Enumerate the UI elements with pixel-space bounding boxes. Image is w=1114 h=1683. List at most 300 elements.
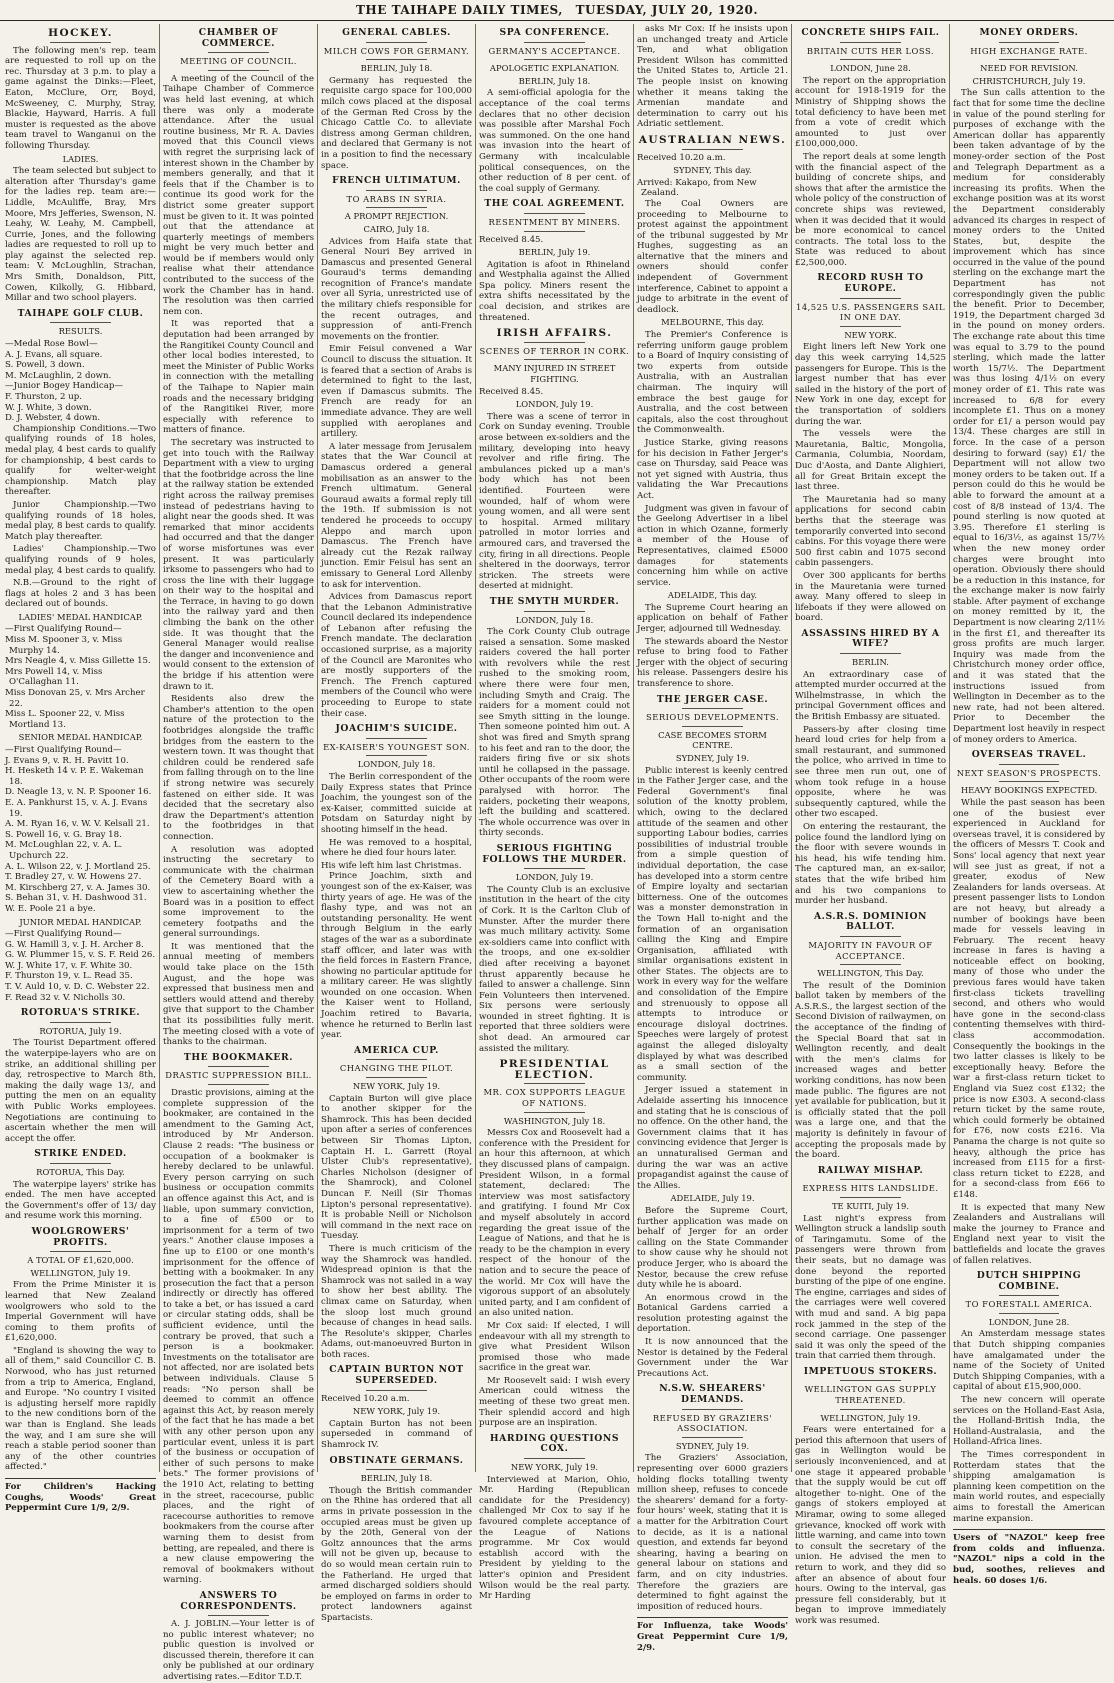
- article-line: Received 8.45.: [479, 386, 544, 397]
- article-dateline: CASE BECOMES STORM CENTRE.: [658, 729, 767, 751]
- article-dateline: SENIOR MEDAL HANDICAP.: [18, 732, 143, 743]
- article-line: T. V. Auld 10, v. D. C. Webster 22.: [5, 982, 150, 993]
- headline-rule: [840, 1409, 900, 1410]
- headline-rule: [840, 964, 900, 965]
- headline-rule: [366, 1059, 426, 1060]
- article-line: D. J. Webster, 4 down.: [5, 413, 101, 424]
- article-dateline: MELBOURNE, This day.: [661, 317, 764, 328]
- headline-rule: [50, 42, 110, 43]
- article: [479, 28, 630, 194]
- article-headline: IMPETUOUS STOKERS.: [803, 1365, 938, 1377]
- article-paragraph: The Berlin correspondent of the Daily Express states that Prince Joachim, the youngest son of the ex-Kaiser, committed suicide at Potsdam on Saturday night by shooting himself in the head.: [321, 772, 472, 835]
- article-paragraph: He was removed to a hospital, where he died four hours later.: [321, 837, 472, 859]
- article-line: Received 10.20 a.m.: [637, 152, 726, 163]
- article-line: S. Powell, 3 down.: [5, 360, 85, 371]
- article-paragraph: An extraordinary case of attempted murder occurred at the Wilhelmstrasse, in which the principal Government offices and the British Embassy are situated.: [795, 669, 946, 723]
- article-dateline: LADIES.: [62, 153, 99, 164]
- article-headline: MONEY ORDERS.: [979, 27, 1079, 38]
- headline-rule: [682, 1437, 742, 1438]
- article-paragraph: The report deals at some length with the financial aspect of the building of concrete ships, and shows that after the armistice the whole policy of the construction of concrete ships was reviewed, when it was decided that it would be more economical to cancel contracts. The total loss to the State was reduced to about £2,500,000.: [795, 151, 946, 268]
- article: [953, 1271, 1105, 1524]
- advertisement: For Children's Hacking Coughs, Woods' Great Peppermint Cure 1/9, 2/9.: [5, 1478, 156, 1514]
- article-paragraph: Emir Feisul convened a War Council to discuss the situation. It is feared that a section of Arabs is determined to fight to the last, even if Damascus submits. The French are ready for an immediate advance. They are well supplied with aeroplanes and artillery.: [321, 344, 472, 440]
- article-paragraph: There was a scene of terror in Cork on Sunday evening. Trouble arose between ex-soldiers and the military, developing into heavy revolver and rifle firing. The ambulances picked up a man's body which has not been identified. Fourteen were wounded, half of whom were young women, and all were sent to hospital. Armed military patrolled in motor lorries and armoured cars, and traversed the city, firing in all directions. People sheltered in the doorways, terror stricken. The streets were deserted at midnight.: [479, 411, 630, 592]
- article: [321, 1365, 472, 1450]
- headline-rule: [840, 1380, 900, 1381]
- article-paragraph: The following men's rep. team are requested to roll up on the rec. Thursday at 3 p.m. to play a game against the Dinks:—Fleet, Eaton, McClure, Orr, Boyd, McSweeney, C. Murphy, Stray, Blackie, Hayward, Harris. A full muster is requested as the above team travel to Wanganui on the following Thursday.: [5, 45, 156, 151]
- article-dateline: WELLINGTON, July 19.: [30, 1267, 131, 1278]
- article-subheadline: MR. COX SUPPORTS LEAGUE OF NATIONS.: [483, 1087, 626, 1109]
- article: [321, 1046, 472, 1361]
- article-dateline: SYDNEY, July 19.: [675, 753, 750, 763]
- article-line: J. Evans 9, v. R. H. Pavitt 10.: [5, 755, 129, 766]
- article-line: M. McLaughlin, 2 down.: [5, 370, 112, 381]
- headline-rule: [366, 1077, 426, 1078]
- article: [321, 1456, 472, 1624]
- article-paragraph: Ladies' Championship.—Two qualifying rounds of 9 holes, medal play, 4 best cards to qualify.: [5, 544, 156, 576]
- column: [160, 24, 318, 1683]
- article-headline: AMERICA CUP.: [354, 1044, 439, 1056]
- headline-rule: [999, 1313, 1060, 1314]
- article-line: A. L. Wilson 22, v. J. Mortland 25.: [5, 861, 151, 872]
- article-subheadline: EXPRESS HITS LANDSLIDE.: [802, 1183, 939, 1194]
- article-paragraph: Advices from Damascus report that the Lebanon Administrative Council declared its independence of Lebanon after refusing the French mandate. The declaration occasioned surprise, as a majority of the Council are Maronites who are mostly supporters of the French. The French captured members of the Council who were proceeding to Europe to state their case.: [321, 592, 472, 719]
- article: [795, 629, 946, 907]
- article-subheadline: WELLINGTON GAS SUPPLY THREATENED.: [804, 1384, 937, 1406]
- article-headline: FRENCH ULTIMATUM.: [332, 175, 461, 187]
- article-paragraph: The Cork County Club outrage raised a sensation. Some masked raiders covered the hall porter with revolvers while the rest rushed to the smoking room, where there were four men, including Smyth and Craig. The raiders for a moment could not see Smyth sitting in the lounge. Then someone pointed him out. A shot was fired and Smyth sprang to his feet and ran to the door, the raiders firing five or six shots until he collapsed in the passage. Other occupants of the room were paralysed with horror. The raiders, pocketing their weapons, left the building and scattered. The whole occurrence was over in thirty seconds.: [479, 627, 630, 839]
- article: [5, 1478, 156, 1514]
- headline-rule: [366, 207, 426, 208]
- article: [953, 1529, 1105, 1586]
- article-paragraph: The Coal Owners are proceeding to Melbourne to protest against the appointment of the tribunal suggested by Mr Hughes, suggesting as an alternative that the miners and owners should confer independent of Government interference, Cabinet to appoint a judge to arbitrate in the event of deadlock.: [637, 198, 788, 315]
- advertisement: Users of "NAZOL" keep free from colds and influenza. "NAZOL" nips a cold in the bud, soothes, relieves and heals. 60 doses 1/6.: [953, 1529, 1105, 1586]
- column: [2, 24, 160, 1514]
- column: [950, 24, 1108, 1586]
- headline-rule: [366, 190, 426, 191]
- article-paragraph: Over 300 applicants for berths in the Mauretania were turned away. Many offered to sleep in lifeboats if they were allowed on board.: [795, 570, 946, 624]
- headline-rule: [999, 1295, 1060, 1296]
- article-dateline: LADIES' MEDAL HANDICAP.: [18, 611, 143, 622]
- article: [5, 1227, 156, 1473]
- article-dateline: ROTORUA, This Day.: [36, 1166, 125, 1177]
- article-paragraph: There is much criticism of the way the Shamrock was handled. Widespread opinion is that the Shamrock was not sailed in a way to show her best ability. The climax came on Saturday, when the sloop lost much ground because of changes in head sails. The Resolute's skipper, Charles Adams, out-manoeuvred Burton in both races.: [321, 1243, 472, 1360]
- article-paragraph: The secretary was instructed to get into touch with the Railway Department with a view to urging that the footbridge across the line at the railway station be extended right across the railway premises instead of pedestrians having to alight near the goods shed. It was remarked that minor accidents had occurred and that the danger of worse misfortunes was ever present. It was particularly irksome to passengers who had to cross the line with their luggage on their way to the hospital and the Terrace, in having to go down into the railway yard and then climbing the bank on the other side. It was thought that the General Manager would realise the danger and inconvenience and would consent to the extension of the bridge if his attention were drawn to it.: [163, 437, 314, 692]
- article-subheadline: TO FORESTALL AMERICA.: [965, 1299, 1093, 1310]
- article: [795, 273, 946, 623]
- article-headline: HARDING QUESTIONS COX.: [489, 1432, 620, 1455]
- article-dateline: ADELAIDE, July 19.: [670, 1193, 755, 1204]
- article-dateline: CAIRO, July 18.: [363, 223, 430, 234]
- article-paragraph: The Supreme Court hearing an application on behalf of Father Jerger, adjourned till Wednesday.: [637, 602, 788, 635]
- article-paragraph: An enormous crowd in the Botanical Gardens carried a resolution protesting against the deportation.: [637, 1292, 788, 1335]
- article-subheadline: MEETING OF COUNCIL.: [180, 56, 297, 67]
- article-subheadline: BRITAIN CUTS HER LOSS.: [806, 45, 935, 56]
- article-paragraph: A resolution was adopted instructing the secretary to communicate with the chairman of the Cemetery Board with a view to ascertaining whether the Board was in a position to effect some improvement to the cemetery footpaths and the general surroundings.: [163, 844, 314, 940]
- article-subheadline: GERMANY'S ACCEPTANCE.: [488, 45, 621, 56]
- article-line: D. Neagle 13, v. N. P. Spooner 16.: [5, 787, 152, 798]
- article-paragraph: Before the Supreme Court, further application was made on behalf of Jerger for an order calling on the State Commander to show cause why he should not produce Jerger, who is aboard the Nestor, because the crew refuse duty while he is aboard.: [637, 1205, 788, 1291]
- article-paragraph: It is expected that many New Zealanders and Australians will make the journey to France and England next year to visit the battlefields and locate the graves of fallen relatives.: [953, 1202, 1105, 1266]
- article-headline: THE SMYTH MURDER.: [489, 595, 620, 607]
- headline-rule: [524, 231, 584, 232]
- article-headline: JOACHIM'S SUICIDE.: [335, 723, 458, 735]
- article-line: —First Qualifying Round—: [5, 929, 122, 940]
- article: [637, 1384, 788, 1612]
- headline-rule: [840, 326, 900, 327]
- article-paragraph: It was mentioned that the annual meeting of members would take place on the 15th August, and the hope was expressed that business men and settlers would attend and thereby give that support to the Chamber that its possibilities fully merit. The meeting closed with a vote of thanks to the chairman.: [163, 941, 314, 1048]
- article-dateline: ROTORUA, July 19.: [39, 1025, 122, 1036]
- article-headline: STRIKE ENDED.: [34, 1148, 127, 1160]
- article-subheadline: EX-KAISER'S YOUNGEST SON.: [323, 741, 470, 752]
- headline-rule: [366, 1390, 426, 1391]
- article: [321, 176, 472, 719]
- headline-rule: [50, 1022, 110, 1023]
- article-paragraph: The report on the appropriation account for 1918-1919 for the Ministry of Shipping shows the total deficiency to have been met from a vote of credit which amounted to just over £100,000,000.: [795, 75, 946, 150]
- headline-rule: [840, 42, 900, 43]
- article-headline: GENERAL CABLES.: [342, 27, 451, 38]
- article-dateline: BERLIN, July 18.: [360, 1473, 433, 1484]
- article-line: T. Bradley 27, v. W. Howens 27.: [5, 872, 142, 883]
- headline-rule: [366, 59, 426, 60]
- article-paragraph: The new concern will operate services on the Holland-East Asia, the Holland-British India, the Holland-Australasia, and the Holland-Africa lines.: [953, 1395, 1105, 1448]
- article: [795, 1367, 946, 1627]
- column: [476, 24, 634, 1602]
- article-dateline: WASHINGTON, July 18.: [503, 1115, 606, 1126]
- article-dateline: ADELAIDE, This day.: [667, 590, 758, 601]
- article-paragraph: Last night's express from Wellington struck a landslip south of Taringamutu. Some of the passengers were thrown from their seats, but no damage was done beyond the reported bursting of the pipe of one engine. The engine, carriages and sides of the carriages were well covered with mud and sand. A big papa rock jammed in the step of the second carriage. One passenger said it was only the speed of the train that carried them through.: [795, 1213, 946, 1362]
- article-subheadline: MAJORITY IN FAVOUR OF ACCEPTANCE.: [808, 939, 933, 961]
- article-headline: ASSASSINS HIRED BY A WIFE?: [801, 627, 940, 650]
- article-paragraph: The Tourist Department offered the waterpipe-layers who are on strike, an additional shilling per day, retrospective to March 8th, making the daily wage 13/, and putting the men on an equality with Public Works employees. Negotiations are continuing to ascertain whether the men will accept the offer.: [5, 1038, 156, 1144]
- article-paragraph: Interviewed at Marion, Ohio, Mr. Harding (Republican candidate for the Presidency) challenged Mr Cox to say if he favoured complete acceptance of the League of Nations programme. Mr Cox would establish accord with the President by yielding to the latter's opinion and President Wilson would be the real party. Mr Harding: [479, 1474, 630, 1602]
- article-line: W. J. White, 3 down.: [5, 402, 92, 413]
- article-paragraph: Mr Roosevelt said: I wish every American could witness the meeting of these two great men. Their splendid accord and high purpose are an inspiration.: [479, 1375, 630, 1429]
- article-headline: HOCKEY.: [48, 27, 113, 39]
- article-dateline: BERLIN, July 18.: [518, 75, 591, 86]
- headline-rule: [208, 70, 268, 71]
- article-line: —First Qualifying Round—: [5, 745, 122, 755]
- article-subheadline: RESENTMENT BY MINERS.: [488, 216, 621, 227]
- masthead-title: THE TAIHAPE DAILY TIMES,: [356, 3, 563, 17]
- article-paragraph: Eight liners left New York one day this week carrying 14,525 passengers for Europe. This is the largest number that has ever sailed in the history of the port of New York in one day, except for the transportation of soldiers during the war.: [795, 342, 946, 427]
- article-dateline: RESULTS.: [58, 326, 103, 337]
- article-subheadline: 14,525 U.S. PASSENGERS SAIL IN ONE DAY.: [795, 301, 946, 323]
- columns: [2, 24, 1110, 1683]
- article-dateline: A PROMPT REJECTION.: [344, 211, 449, 222]
- article-paragraph: Messrs Cox and Roosevelt had a conference with the President for an hour this afternoon, at which they discussed plans of campaign. President Wilson, in a formal statement, declared: The interview was most satisfactory and gratifying. I found Mr Cox and myself absolutely in accord regarding the great issue of the League of Nations, and that he is ready to be the champion in every respect of the honour of the nation and to secure the peace of the world. Mr Cox will have the vigorous support of an absolutely united party, and I am confident of an also united nation.: [479, 1128, 630, 1319]
- article-headline: ANSWERS TO CORRESPONDENTS.: [180, 1589, 297, 1612]
- headline-rule: [366, 1469, 426, 1470]
- article-paragraph: asks Mr Cox: If he insists upon an unchanged treaty and Article Ten, and what obligation President Wilson has committed the United States to, Article 21. The people insist on knowing whether it means taking the Armenian mandate and determination to carry out his Adriatic settlement.: [637, 24, 788, 130]
- article-paragraph: The Premier's Conference is referring uniform gauge problem to a Board of Inquiry consisting of two experts from outside Australia, with an Australian chairman. The inquiry will embrace the best gauge for Australia, and the cost between capitals, also the cost throughout the Commonwealth.: [637, 330, 788, 436]
- article-headline: SERIOUS FIGHTING FOLLOWS THE MURDER.: [482, 842, 627, 865]
- article: [321, 28, 472, 171]
- article: [5, 28, 156, 304]
- article-headline: OBSTINATE GERMANS.: [329, 1454, 464, 1466]
- article-headline: IRISH AFFAIRS.: [496, 327, 613, 340]
- headline-rule: [840, 936, 900, 937]
- article-paragraph: Passers-by after closing time heard loud cries for help from a small restaurant, and summoned the police, who arrived in time to see three men run out, one of whom took refuge in a house opposite, where he was subsequently captured, while the other two escaped.: [795, 724, 946, 820]
- article-headline: CHAMBER OF COMMERCE.: [198, 27, 279, 49]
- article-line: F. Read 32 v. V. Nicholls 30.: [5, 992, 126, 1003]
- article-dateline: BERLIN, July 18.: [360, 63, 433, 74]
- article-paragraph: The Mauretania had so many applications for second cabin berths that the steerage was temporarily converted into second cabins. For this voyage there were 500 first cabin and 1075 second cabin passengers.: [795, 494, 946, 569]
- article-headline: THE COAL AGREEMENT.: [484, 198, 625, 210]
- article-paragraph: Residents also drew the Chamber's attention to the open nature of the protection to the footbridges alongside the traffic bridges from the eastern to the western town. It was thought that children could be rendered safe from falling through on to the line if strong netwire was securely fastened on either side. It was decided that the secretary also draw the Department's attention to the footbridges in that connection.: [163, 694, 314, 842]
- article-headline: CAPTAIN BURTON NOT SUPERSEDED.: [329, 1364, 464, 1387]
- article-headline: N.S.W. SHEARERS' DEMANDS.: [659, 1383, 766, 1406]
- headline-rule: [840, 653, 900, 654]
- article-line: Received 10.20 a.m.: [321, 1393, 410, 1404]
- masthead-date: TUESDAY, JULY 20, 1920.: [575, 3, 758, 17]
- article: [479, 328, 630, 592]
- headline-rule: [682, 149, 742, 150]
- article-dateline: BERLIN, July 19.: [518, 247, 591, 258]
- article-paragraph: The Sun calls attention to the fact that for some time the decline in value of the pound sterling for purposes of exchange with the American dollar has apparently been taken advantage of by the money-order section of the Post and Telegraph Department as a medium for considerably increasing its profits. When the exchange position was at its worst the Department considerably advanced its charges in respect of money orders to the United States, but, despite the improvement which has since occurred in the value of the pound sterling on the exchange mart the Department has not correspondingly given the public the benefit. Prior to December, 1919, the Department charged 3d in the pound on money orders. The exchange rate about this time was equal to 3.79 to the pound sterling, which made the latter worth 15/7½. The Department was thus losing 4/1½ on every money order of £1. This rate was increased to 6/8 for every incomplete £1. Thus on a money order for £1/ a person would pay 13/4. These charges are still in force. In the case of a person desiring to forward (say) £1/ the Department will not allow two money orders to be taken out. If a person could do this he would be able to forward the amount at a cost of 8/8 instead of 13/4. The pound sterling is now quoted at 3.95. Therefore £1 sterling is equal to 16/3½, as against 15/7½ when the new money order charges were brought into operation. Obviously there should be a reduction in this instance, for the exchange maker is now fairly stable. After payment of exchange on money remitted by it, the Department is now clearing 2/11½ in the first £1, and thereafter its gross profits are much larger. Inquiry was made from the Christchurch money order office, and it was stated that the instructions issued from Wellington in December as to the new rate, had not been altered. Prior to December the Department lost heavily in respect of money orders to America.: [953, 88, 1105, 745]
- article-paragraph: Championship Conditions.—Two qualifying rounds of 18 holes, medal play, 4 best cards to qualify for championship, 4 best cards to qualify for welter-weight championship. Match play thereafter.: [5, 423, 156, 498]
- article-dateline: LONDON, June 28.: [988, 1316, 1070, 1327]
- article-paragraph: A. J. JOBLIN.—Your letter is of no public interest whatever; no public question is involved or discussed therein, therefore it can only be published at our ordinary advertising rates.—Editor T.D.T.: [163, 1619, 314, 1683]
- headline-rule: [208, 1084, 268, 1085]
- article-dateline: TE KUITI, July 19.: [831, 1200, 910, 1211]
- article: [321, 724, 472, 1041]
- article-headline: THE JERGER CASE.: [656, 693, 769, 705]
- article-line: A. J. Evans, all square.: [5, 349, 103, 360]
- article: [163, 28, 314, 1048]
- article-paragraph: Judgment was given in favour of the Geelong Advertiser in a libel action in which Ozanne, formerly a member of the House of Representatives, claimed £5000 damages for statements concerning him while on active service.: [637, 503, 788, 588]
- article-dateline: A TOTAL OF £1,620,000.: [27, 1255, 134, 1266]
- headline-rule: [524, 1458, 584, 1459]
- article-subheadline: MILCH COWS FOR GERMANY.: [323, 45, 470, 56]
- headline-rule: [524, 359, 584, 360]
- headline-rule: [208, 1066, 268, 1067]
- article-paragraph: The Graziers' Association, representing over 6000 graziers holding flocks totalling twenty million sheep, refuses to concede the shearers' demand for a forty-four hours' week, stating that it is a matter for the Arbitration Court to decide, as it is a national question, and extends far beyond shearing, having a bearing on general labour on stations and farm, and on city industries. Therefore the graziers are determined to fight against the imposition of reduced hours.: [637, 1453, 788, 1612]
- article: [637, 135, 788, 690]
- article-line: M. Kirschberg 27, v. A. James 30.: [5, 882, 151, 893]
- headline-rule: [682, 708, 742, 709]
- article: [5, 1008, 156, 1144]
- article-line: F. Thurston, 2 up.: [5, 392, 82, 402]
- article-subheadline: SERIOUS DEVELOPMENTS.: [645, 712, 780, 723]
- article-line: Miss L. Spooner 22, v. Miss Mortland 13.: [5, 709, 125, 730]
- article-paragraph: Germany has requested the requisite cargo space for 100,000 milch cows placed at the disposal of the German Red Cross by the Chicago Cattle Co. to alleviate distress among German children, and declared that Germany is not in a position to find the necessary space.: [321, 75, 472, 171]
- article-headline: RECORD RUSH TO EUROPE.: [817, 272, 924, 295]
- article-paragraph: Captain Burton has not been superseded in command of Shamrock IV.: [321, 1418, 472, 1451]
- article-paragraph: A later message from Jerusalem states that the War Council at Damascus ordered a general mobilisation as an answer to the French ultimatum. General Gouraud awaits a formal reply till the 19th. If submission is not tendered he proceeds to occupy Aleppo and march upon Damascus. The French have already cut the Rezak railway junction. Emir Feisul has sent an emissary to General Lord Allenby to ask for intervention.: [321, 441, 472, 590]
- headline-rule: [524, 59, 584, 60]
- article: [795, 1166, 946, 1362]
- article-paragraph: The waterpipe layers' strike has ended. The men have accepted the Government's offer of 13/ day and resume work this morning.: [5, 1179, 156, 1222]
- article-headline: PRESIDENTIAL ELECTION.: [499, 1058, 610, 1081]
- article-headline: TAIHAPE GOLF CLUB.: [17, 307, 144, 319]
- article-paragraph: The vessels were the Mauretania, Baltic, Mongolia, Carmania, Columbia, Noordam, Duc d'Aosta, and Dante Alighieri, all for Great Britain except the last three.: [795, 429, 946, 493]
- article-line: E. A. Pankhurst 15, v. A. J. Evans 19.: [5, 797, 148, 819]
- article-line: A. M. Ryan 16, v. W. V. Kelsall 21.: [5, 819, 150, 830]
- article-paragraph: An Amsterdam message states that Dutch shipping companies have amalgamated under the name of the Society of United Dutch Shipping Companies, with a capital of about £15,900,000.: [953, 1329, 1105, 1393]
- headline-rule: [208, 52, 268, 53]
- article-dateline: NEW YORK, July 19.: [510, 1462, 599, 1473]
- article-headline: ROTORUA'S STRIKE.: [20, 1007, 141, 1019]
- article-line: Mrs Powell 14, v. Miss O'Callaghan 11.: [5, 666, 103, 688]
- article: [637, 24, 788, 130]
- article-paragraph: It is now announced that the Nestor is detained by the Federal Government under the War Precautions Act.: [637, 1337, 788, 1379]
- article: [479, 1434, 630, 1602]
- article-paragraph: The County Club is an exclusive institution in the heart of the city of Cork. It is the Carlton Club of Munster. After the murder there was much military activity. Some ex-soldiers came into conflict with the troops, and one ex-soldier died after receiving a bayonet thrust apparently because he failed to answer a challenge. Sinn Fein Volunteers then intervened. Six persons were seriously wounded in street fighting. It is reported that three soldiers were shot dead. An armoured car assisted the military.: [479, 884, 630, 1054]
- headline-rule: [524, 342, 584, 343]
- article-paragraph: Agitation is afoot in Rhineland and Westphalia against the Allied Spa policy. Miners resent the extra shifts necessitated by the coal decision, and strikes are threatened.: [479, 259, 630, 323]
- article: [953, 28, 1105, 745]
- article-dateline: LONDON, June 28.: [830, 63, 911, 74]
- article-dateline: LONDON, July 18.: [357, 759, 436, 770]
- column: [792, 24, 950, 1626]
- article: [5, 309, 156, 1003]
- article: [163, 1591, 314, 1683]
- article-paragraph: Mr Cox said: If elected, I will endeavour with all my strength to give what President Wilson promised those who made sacrifice in the great war.: [479, 1320, 630, 1374]
- article: [953, 750, 1105, 1266]
- article-dateline: BERLIN.: [852, 657, 889, 668]
- headline-rule: [999, 764, 1060, 765]
- article: [479, 844, 630, 1054]
- headline-rule: [524, 1112, 584, 1113]
- headline-rule: [840, 1179, 900, 1180]
- headline-rule: [50, 1251, 110, 1252]
- article-paragraph: A meeting of the Council of the Taihape Chamber of Commerce was held last evening, at which there was only a moderate attendance. After the usual routine business, Mr R. A. Davies moved that this Council views with regret the surprising lack of interest shown in the Chamber by members generally, and that it feels that if the Chamber is to continue its good work for the district some greater support must be given to it. It was pointed out that the attendance at quarterly meetings of members might be very much better and would be if members would only realise what their attendance contributed to the success of the work the Chamber has in hand. The resolution was then carried nem con.: [163, 73, 314, 317]
- article-subheadline: CHANGING THE PILOT.: [339, 1063, 454, 1074]
- article-paragraph: The stewards aboard the Nestor refuse to bring food to Father Jerger with the object of securing his release. Passengers desire his transference to shore.: [637, 636, 788, 690]
- article-line: H. Hesketh 14 v. P. E. Wakeman 18.: [5, 766, 144, 787]
- article-dateline: WELLINGTON, July 19.: [820, 1412, 921, 1423]
- headline-rule: [366, 755, 426, 756]
- article-dateline: LONDON, July 19.: [515, 399, 594, 410]
- article-headline: SPA CONFERENCE.: [499, 27, 610, 38]
- article-headline: OVERSEAS TRAVEL.: [971, 749, 1087, 761]
- article: [5, 1149, 156, 1222]
- article: [795, 912, 946, 1161]
- article: [637, 695, 788, 1380]
- article-paragraph: Though the British commander on the Rhine has ordered that all arms in private possession in the occupied areas must be given up by the 20th, General von der Goltz announces that the arms will not be given up, because to do so would mean certain ruin to the Fatherland. He urged that armed discharged soldiers should be employed on farms in order to protect landowners against Spartacists.: [321, 1485, 472, 1623]
- masthead: [0, 0, 1114, 21]
- headline-rule: [50, 1163, 110, 1164]
- article-dateline: MANY INJURED IN STREET FIGHTING.: [493, 363, 616, 385]
- headline-rule: [840, 1197, 900, 1198]
- headline-rule: [50, 322, 110, 323]
- article: [637, 1617, 788, 1653]
- headline-rule: [524, 213, 584, 214]
- article-paragraph: Captain Burton will give place to another skipper for the Shamrock. This has been decided upon after a series of conferences between Sir Thomas Lipton, Captain H. L. Garrett (Royal Ulster Club's representative), Charles Nicholson (designer of the Shamrock), and Colonel Duncan F. Neill (Sir Thomas Lipton's personal representative). It is probable Neill or Nicholson will command in the next race on Tuesday.: [321, 1093, 472, 1242]
- article-line: F. Thurston 19, v. L. Read 35.: [5, 971, 133, 982]
- headline-rule: [524, 42, 584, 43]
- article-line: Received 8.45.: [479, 234, 544, 245]
- article-paragraph: The team selected but subject to alteration after Thursday's game for the ladies rep. team are:—Liddle, McAuliffe, Bray, Mrs Moore, Mrs Jefferies, Swenson, N. Leahy, W. Leahy, M. Campbell, Currie, Jones, and the following ladies are requested to roll up to play against the selected rep. team: V. McLoughlin, Strachan, Mrs Smith, Donaldson, Pitt, Cowen, Kilkolly, G. Hibbard, Millar and two school players.: [5, 166, 156, 304]
- article-line: His wife left him last Christmas.: [321, 860, 462, 871]
- article-dateline: HEAVY BOOKINGS EXPECTED.: [960, 785, 1098, 796]
- article-dateline: JUNIOR MEDAL HANDICAP.: [19, 916, 142, 927]
- article-headline: DUTCH SHIPPING COMBINE.: [976, 1270, 1082, 1292]
- article-dateline: NEW YORK, July 19.: [352, 1406, 441, 1417]
- headline-rule: [840, 298, 900, 299]
- article-line: —Junior Bogey Handicap—: [5, 381, 123, 392]
- article-paragraph: It was reported that a deputation had been arranged by the Rangitikei County Council and other local bodies interested, to meet the Minister of Public Works in connection with the metalling of the Taihape to Napier main roads and the necessary bridging of the Rangitikei River, more especially with reference to matters of finance.: [163, 319, 314, 436]
- article-paragraph: Jerger issued a statement in Adelaide asserting his innocence and stating that he is conscious of no offence. On the other hand, the Government claims that it has convincing evidence that Jerger is an unnaturalised German and during the war was an active propagandist against the cause of the Allies.: [637, 1085, 788, 1191]
- article-headline: WOOLGROWERS' PROFITS.: [31, 1225, 130, 1248]
- headline-rule: [366, 42, 426, 43]
- article-subheadline: SCENES OF TERROR IN CORK.: [479, 345, 630, 356]
- article-subheadline: REFUSED BY GRAZIERS' ASSOCIATION.: [652, 1412, 773, 1434]
- headline-rule: [524, 1083, 584, 1084]
- article-paragraph: While the past season has been one of the busiest ever experienced in Auckland for overseas travel, it is considered by the officers of Messrs T. Cook and Sons' local agency that next year will see just as great, if not a greater, exodus of New Zealanders for lands overseas. At present passenger lists to London are not heavy, but already a number of bookings have been made for vessels leaving in February. The recent heavy increase in fares is having a noticeable effect on booking, many of those who under the previous fares would have taken first-class tickets travelling second, and others who would have gone in the second-class contenting themselves with third-class accommodation. Consequently the bookings in the two latter classes is likely to be exceptionally heavy. Before the war a first-class return ticket to England via Suez cost £132; the price is now £303. A second-class return ticket by the same route, which could formerly be obtained for £76, now costs £216. Via Panama the charge is not quite so heavy, although the price has increased from £115 for a first-class return ticket to £228, and for a second-class from £66 to £148.: [953, 797, 1105, 1200]
- article-line: G. W. Plummer 15, v. S. F. Reid 26.: [5, 950, 156, 961]
- article-line: M. McLoughlan 22, v. A. L. Upchurch 22.: [5, 840, 123, 861]
- article-line: Miss Donovan 25, v. Mrs Archer 22.: [5, 688, 145, 709]
- headline-rule: [999, 42, 1060, 43]
- article-headline: RAILWAY MISHAP.: [817, 1164, 924, 1176]
- article: [479, 597, 630, 839]
- article-headline: CONCRETE SHIPS FAIL.: [801, 27, 940, 38]
- article-subheadline: NEXT SEASON'S PROSPECTS.: [956, 767, 1102, 778]
- article-dateline: NEED FOR REVISION.: [980, 63, 1078, 74]
- article-paragraph: Fears were entertained for a period this afternoon that users of gas in Wellington would be seriously inconvenienced, and at one stage it appeared probable that the supply would be cut off altogether to-night. One of the gangs of stokers employed at Miramar, owing to some alleged grievance, knocked off work with little warning, and came into town to consult the secretary of the union. He advised the men to return to work, and they did so after an absence of about four hours. Owing to the interval, gas pressure fell considerably, but it began to improve immediately work was resumed.: [795, 1425, 946, 1626]
- headline-rule: [682, 1409, 742, 1410]
- article-line: —First Qualifying Round—: [5, 624, 122, 635]
- article-dateline: NEW YORK.: [844, 329, 897, 340]
- article-subheadline: TO ARABS IN SYRIA.: [346, 193, 447, 204]
- headline-rule: [999, 59, 1060, 60]
- article-line: Miss M. Spooner 3, v. Miss Murphy 14.: [5, 635, 123, 656]
- article-paragraph: A semi-official apologia for the acceptance of the coal terms declares that no other decision was possible after Marshal Foch was summoned. On the one hand was invasion into the heart of Germany with incalculable political consequences, on the other reduction of 8 per cent. of the coal supply of Germany.: [479, 88, 630, 194]
- article-line: —Medal Rose Bowl—: [5, 339, 98, 350]
- article-line: G. W. Hamill 3, v. J. H. Archer 8.: [5, 939, 144, 950]
- headline-rule: [999, 781, 1060, 782]
- article: [163, 1053, 314, 1586]
- article-paragraph: On entering the restaurant, the police found the landlord lying on the floor with severe wounds in his head, his wife tending him. The captured man, an ex-sailor, states that the wife bribed him and his two companions to murder her husband.: [795, 821, 946, 907]
- article-line: S. Powell 16, v. G. Bray 18.: [5, 829, 122, 840]
- article-headline: A.S.R.S. DOMINION BALLOT.: [813, 910, 928, 933]
- article-paragraph: Drastic provisions, aiming at the complete suppression of the bookmaker, are contained in the amendment to the Gaming Act, introduced by Mr Anderson. Clause 2 reads: "The business or occupation of a bookmaker is hereby declared to be unlawful. Every person carrying on such business or occupation commits an offence against this Act, and is liable, upon summary conviction, to a fine of £500 or to imprisonment for a term of two years." Another clause imposes a fine up to £100 or one month's imprisonment for the offence of betting with a bookmaker. In any prosecution the fact that a person indirectly or directly has offered to take a bet, or has issued a card or circular stating odds, shall be sufficient evidence, until the contrary be proved, that such a person is a bookmaker. Investments on the totalisator are not affected, nor are isolated bets between individuals. Clause 5 reads: "No person shall be deemed to commit an offence against this Act, by reason merely of the fact that he has made a bet with any other person upon any particular event, unless it is part of the business or occupation of either of such persons to make bets." The former provisions of the 1910 Act, relating to betting in the street, racecourse, public places, and the right of racecourse authorities to remove bookmakers from the course after warning them to desist from betting, are repealed, and there is a new clause empowering the removal of bookmakers without warning.: [163, 1088, 314, 1586]
- article-dateline: LONDON, July 19.: [515, 872, 594, 883]
- article-dateline: CHRISTCHURCH, July 19.: [972, 75, 1086, 86]
- article-subheadline: HIGH EXCHANGE RATE.: [970, 45, 1088, 56]
- headline-rule: [682, 726, 742, 727]
- article-paragraph: The Times correspondent in Rotterdam states that the shipping amalgamation is planning keen competition on the main world routes, and especially aims to forestall the American marine expansion.: [953, 1450, 1105, 1524]
- article-paragraph: Public interest is keenly centred in the Father Jerger case, and the Federal Government's final solution of the knotty problem, which, owing to the declared attitude of the seamen and other supporting Labour bodies, carries possibilities of industrial trouble from a simple question of individual deportation, the case has developed into a storm centre of Empire loyalty and sectarian bitterness. One of the outcomes was a monster demonstration in the Town Hall to-night and the formation of an organisation calling the King and Empire Organisation, affiliated with similar organisations existent in other States. The objects are to work in every way for the welfare and consolidation of the Empire and strenuously to oppose all attempts to introduce or encourage disloyal doctrines. Speeches were largely of protest against the alleged disloyalty displayed by what was described as a small section of the community.: [637, 765, 788, 1083]
- article-dateline: APOLOGETIC EXPLANATION.: [489, 63, 620, 74]
- article-line: Mrs Neagle 4, v. Miss Gillette 15.: [5, 656, 151, 667]
- column: [318, 24, 476, 1623]
- article: [479, 199, 630, 323]
- article-paragraph: N.B.—Ground to the right of flags at holes 2 and 3 has been declared out of bounds.: [5, 578, 156, 610]
- article-paragraph: Justice Starke, giving reasons for his decision in Father Jerger's case on Thursday, said Peace was not yet signed with Austria, thus validating the War Precautions Act.: [637, 437, 788, 501]
- column: [634, 24, 792, 1653]
- article-paragraph: Prince Joachim, sixth and youngest son of the ex-Kaiser, was thirty years of age. He was of the flashy type, and was not an outstanding personality. He went through Belgium in the early stages of the war as a subordinate staff officer, and later was with the field forces in Eastern France, showing no particular aptitude for a military career. He was slightly wounded on one occasion. When the Kaiser went to Holland, Joachim retired to Bavaria, whence he returned to Berlin last year.: [321, 871, 472, 1041]
- article-paragraph: Advices from Haifa state that General Nouri Bey arrived in Damascus and presented General Gouraud's terms demanding recognition of France's mandate over all Syria, unrestricted use of the military chiefs responsible for the recent outrages, and suppression of anti-French movements on the frontier.: [321, 236, 472, 342]
- article-subheadline: DRASTIC SUPPRESSION BILL.: [165, 1070, 312, 1081]
- article-dateline: SYDNEY, This day.: [673, 165, 752, 176]
- article-line: S. Behan 31, v. H. Dashwood 31.: [5, 893, 147, 904]
- advertisement: For Influenza, take Woods' Great Peppermint Cure 1/9, 2/9.: [637, 1617, 788, 1653]
- article-dateline: SYDNEY, July 19.: [675, 1440, 750, 1451]
- headline-rule: [366, 738, 426, 739]
- article-line: W. E. Poole 21 a bye.: [5, 903, 96, 914]
- article: [795, 28, 946, 268]
- article-line: Arrived: Kakapo, from New Zealand.: [637, 177, 757, 199]
- headline-rule: [840, 59, 900, 60]
- article-paragraph: From the Prime Minister it is learned that New Zealand woolgrowers who sold to the Imperial Government will have coming to them profits of £1,620,000.: [5, 1280, 156, 1344]
- article: [479, 1059, 630, 1429]
- article-line: W. J. White 17, v. F. White 30.: [5, 960, 133, 971]
- article-paragraph: The result of the Dominion ballot taken by members of the A.S.R.S., the largest section of the Second Division of railwaymen, on the acceptance of the finding of the Special Board that sat in Wellington recently, and dealt with the men's claims for increased wages and better working conditions, has now been made public. The figures are not yet available for publication, but it is officially stated that the poll was a large one, and that the majority is definitely in favour of accepting the proposals made by the board.: [795, 980, 946, 1161]
- article-headline: AUSTRALIAN NEWS.: [638, 133, 787, 146]
